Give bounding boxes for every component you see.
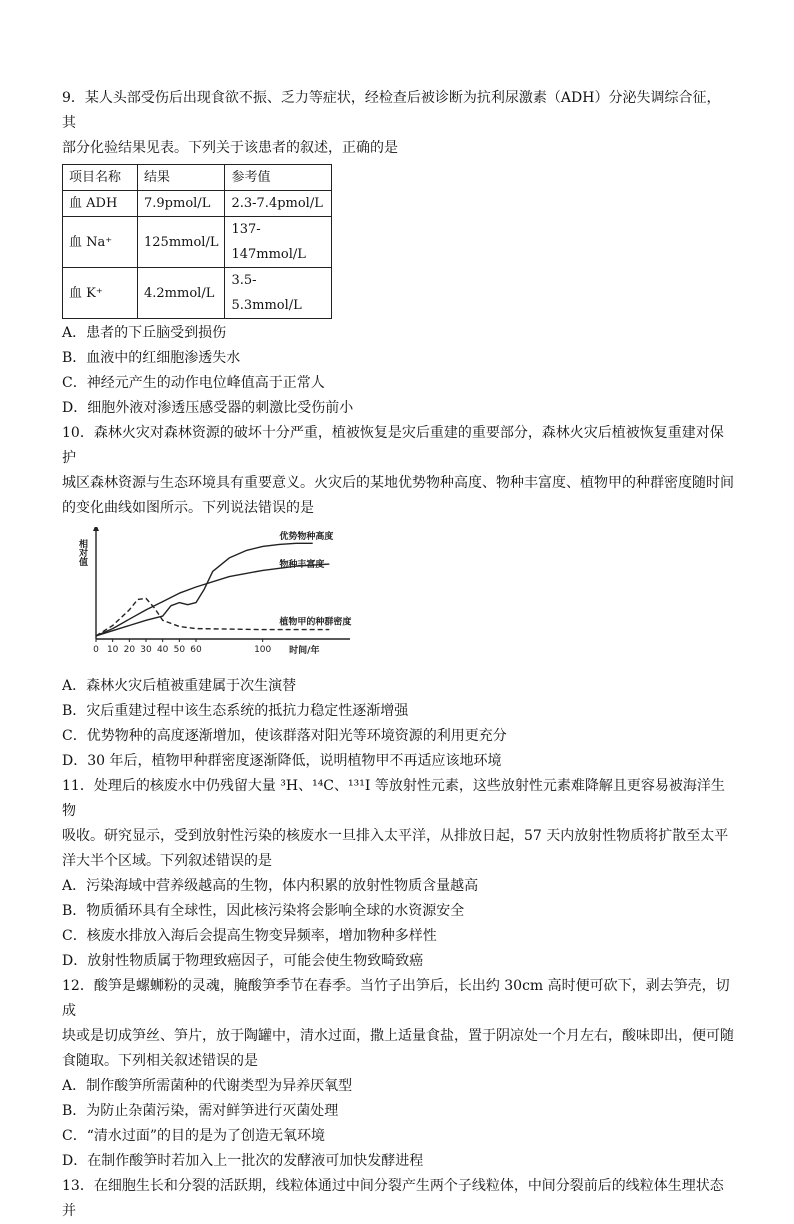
x-tick-label: 100 — [254, 645, 272, 655]
table-header: 项目名称 — [63, 165, 138, 191]
x-axis-label: 时间/年 — [289, 646, 320, 656]
lab-results-table — [62, 164, 332, 319]
q11-stem-line-1: 11．处理后的核废水中仍残留大量 ³H、¹⁴C、¹³¹I 等放射性元素，这些放射性元素难降解且更容易被海洋生物 — [62, 778, 725, 819]
q11-stem-line-3: 洋大半个区域。下列叙述错误的是 — [62, 853, 272, 869]
q11-option-a: A．污染海域中营养级越高的生物，体内积累的放射性物质含量越高 — [62, 878, 479, 894]
exam-page — [62, 86, 734, 1224]
table-row — [63, 191, 332, 217]
succession-chart — [72, 527, 362, 661]
y-axis-label: 相对值 — [77, 539, 87, 566]
x-tick-label: 10 — [106, 645, 119, 655]
x-tick-label: 0 — [93, 645, 99, 655]
q9-stem-line-1: 9．某人头部受伤后出现食欲不振、乏力等症状，经检查后被诊断为抗利尿激素（ADH）分泌失调综合征，其 — [62, 90, 721, 131]
series-label: 优势物种高度 — [279, 532, 334, 543]
q12-option-c: C．“清水过面”的目的是为了创造无氧环境 — [62, 1128, 326, 1144]
series-label: 植物甲的种群密度 — [279, 617, 352, 628]
x-tick-label: 20 — [123, 645, 136, 655]
q10-stem-line-3: 的变化曲线如图所示。下列说法错误的是 — [62, 500, 314, 516]
x-tick-label: 50 — [173, 645, 186, 655]
q10-stem-line-1: 10．森林火灾对森林资源的破坏十分严重，植被恢复是灾后重建的重要部分，森林火灾后植被恢复重建对保护 — [62, 425, 724, 466]
q11-stem-line-2: 吸收。研究显示，受到放射性污染的核废水一旦排入太平洋，从排放日起，57 天内放射性物质将扩散至太平 — [62, 828, 729, 844]
table-cell: 血 ADH — [63, 191, 138, 217]
q9-option-b: B．血液中的红细胞渗透失水 — [62, 350, 241, 366]
table-cell: 125mmol/L — [138, 217, 225, 268]
table-cell: 4.2mmol/L — [138, 268, 225, 319]
table-row — [63, 268, 332, 319]
q12-option-a: A．制作酸笋所需菌种的代谢类型为异养厌氧型 — [62, 1078, 353, 1094]
q13-stem-line-1: 13．在细胞生长和分裂的活跃期，线粒体通过中间分裂产生两个子线粒体，中间分裂前后的线粒体生理状态并 — [62, 1178, 724, 1219]
q10-option-b: B．灾后重建过程中该生态系统的抵抗力稳定性逐渐增强 — [62, 703, 409, 719]
table-header-row — [63, 165, 332, 191]
q9-option-d: D．细胞外液对渗透压感受器的刺激比受伤前小 — [62, 400, 354, 416]
series-label: 物种丰富度 — [279, 560, 325, 571]
table-cell: 2.3-7.4pmol/L — [225, 191, 332, 217]
table-cell: 血 Na⁺ — [63, 217, 138, 268]
x-tick-label: 60 — [190, 645, 202, 655]
q12-option-d: D．在制作酸笋时若加入上一批次的发酵液可加快发酵进程 — [62, 1153, 424, 1169]
q10-option-c: C．优势物种的高度逐渐增加，使该群落对阳光等环境资源的利用更充分 — [62, 728, 507, 744]
q12-option-b: B．为防止杂菌污染，需对鲜笋进行灭菌处理 — [62, 1103, 339, 1119]
table-cell: 3.5-5.3mmol/L — [225, 268, 332, 319]
table-cell: 血 K⁺ — [63, 268, 138, 319]
q12-stem-line-3: 食随取。下列相关叙述错误的是 — [62, 1053, 258, 1069]
question-9 — [62, 86, 734, 421]
question-11 — [62, 774, 734, 974]
table-header: 参考值 — [225, 165, 332, 191]
q11-option-c: C．核废水排放入海后会提高生物变异频率，增加物种多样性 — [62, 928, 437, 944]
x-tick-label: 40 — [156, 645, 169, 655]
q12-stem-line-2: 块或是切成笋丝、笋片，放于陶罐中，清水过面，撒上适量食盐，置于阴凉处一个月左右，酸味即出，便可随 — [62, 1028, 734, 1044]
q11-option-b: B．物质循环具有全球性，因此核污染将会影响全球的水资源安全 — [62, 903, 465, 919]
table-cell: 137-147mmol/L — [225, 217, 332, 268]
question-10 — [62, 421, 734, 774]
q10-stem-line-2: 城区森林资源与生态环境具有重要意义。火灾后的某地优势物种高度、物种丰富度、植物甲的种群密度随时间 — [62, 475, 734, 491]
q9-stem-line-2: 部分化验结果见表。下列关于该患者的叙述，正确的是 — [62, 140, 398, 156]
q10-option-a: A．森林火灾后植被重建属于次生演替 — [62, 678, 297, 694]
q9-option-a: A．患者的下丘脑受到损伤 — [62, 325, 227, 341]
q10-option-d: D．30 年后，植物甲种群密度逐渐降低，说明植物甲不再适应该地环境 — [62, 753, 502, 769]
q12-stem-line-1: 12．酸笋是螺蛳粉的灵魂，腌酸笋季节在春季。当竹子出笋后，长出约 30cm 高时便可砍下，剥去笋壳，切成 — [62, 978, 730, 1019]
question-12 — [62, 974, 734, 1174]
table-row — [63, 217, 332, 268]
table-cell: 7.9pmol/L — [138, 191, 225, 217]
q9-option-c: C．神经元产生的动作电位峰值高于正常人 — [62, 375, 325, 391]
x-tick-label: 30 — [140, 645, 152, 655]
y-axis-arrow — [93, 527, 99, 531]
q11-option-d: D．放射性物质属于物理致癌因子，可能会使生物致畸致癌 — [62, 953, 424, 969]
question-13 — [62, 1174, 734, 1224]
table-header: 结果 — [138, 165, 225, 191]
